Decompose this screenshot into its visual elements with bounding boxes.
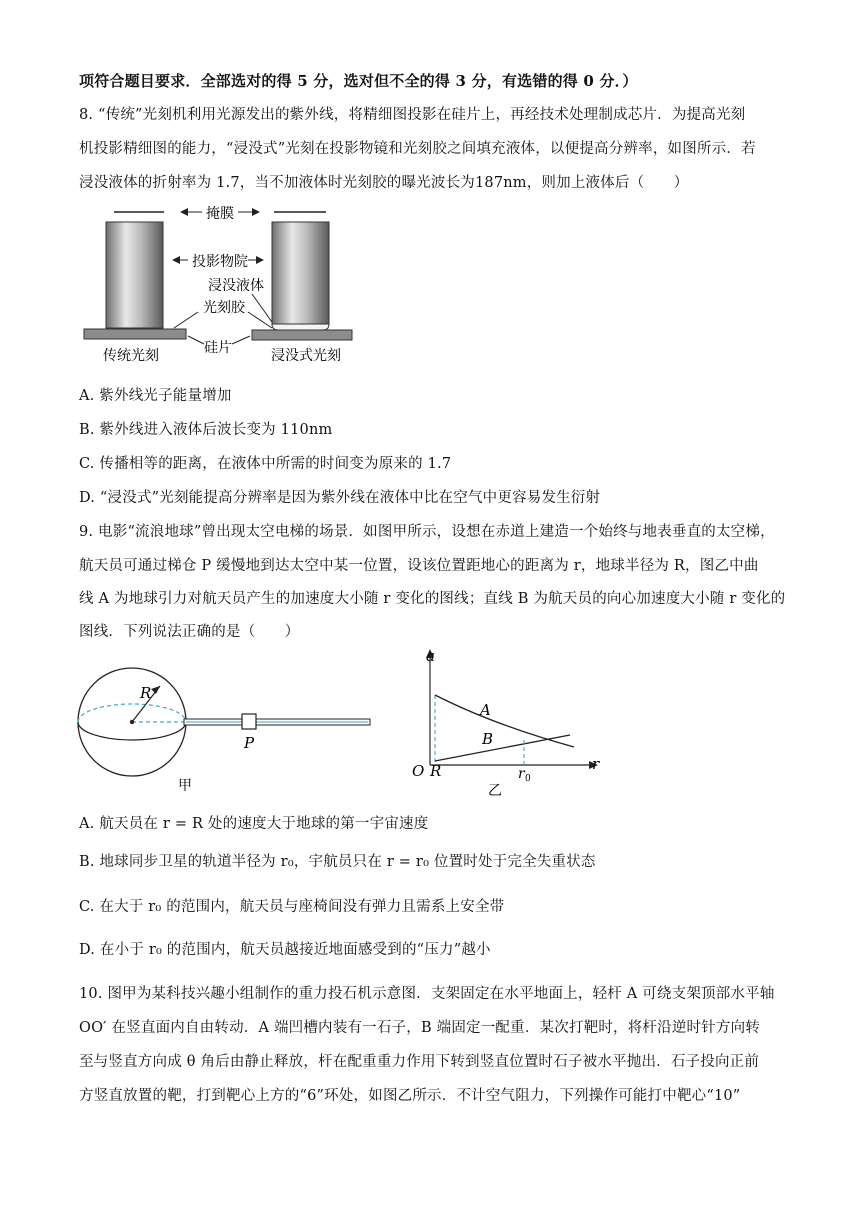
q8-lithography-figure — [76, 200, 366, 370]
q8-stem-line-1: 8. “传统”光刻机利用光源发出的紫外线，将精细图投影在硅片上，再经技术处理制成芯片．为提高光刻 — [79, 107, 746, 123]
label-R-tick: R — [430, 762, 442, 780]
q10-stem-line-4: 方竖直放置的靶，打到靶心上方的“6”环处，如图乙所示．不计空气阻力，下列操作可能打中靶心“10” — [79, 1088, 741, 1104]
cabin-P — [242, 714, 256, 729]
label-mask: 掩膜 — [206, 206, 234, 222]
q8-stem-line-2: 机投影精细图的能力，“浸没式”光刻在投影物镜和光刻胶之间填充液体，以便提高分辨率，如图所示．若 — [79, 141, 756, 157]
q9-option-b: B. 地球同步卫星的轨道半径为 r₀，宇航员只在 r = r₀ 位置时处于完全失重状态 — [79, 854, 596, 870]
wafer-right — [252, 330, 352, 340]
q10-stem-line-3: 至与竖直方向成 θ 角后由静止释放，杆在配重重力作用下转到竖直位置时石子被水平抛出．石子投向正前 — [79, 1054, 760, 1070]
caption-jia: 甲 — [178, 778, 192, 794]
q10-stem-line-1: 10. 图甲为某科技兴趣小组制作的重力投石机示意图．支架固定在水平地面上，轻杆 A 可绕支架顶部水平轴 — [79, 986, 775, 1002]
wafer-left — [84, 329, 186, 339]
q9-figure-jia — [74, 660, 374, 800]
label-r0-sub: 0 — [525, 774, 531, 784]
section-instruction: 项符合题目要求．全部选对的得 5 分，选对但不全的得 3 分，有选错的得 0 分．） — [79, 72, 638, 90]
label-P: P — [244, 734, 255, 752]
label-lens: 投影物院 — [192, 254, 248, 270]
q9-stem-line-2: 航天员可通过梯仓 P 缓慢地到达太空中某一位置，设该位置距地心的距离为 r，地球半径为 R，图乙中曲 — [79, 558, 759, 574]
caption-yi: 乙 — [488, 783, 502, 799]
q8-option-b: B. 紫外线进入液体后波长变为 110nm — [79, 422, 333, 438]
q8-option-d: D. “浸没式”光刻能提高分辨率是因为紫外线在液体中比在空气中更容易发生衍射 — [79, 490, 601, 506]
label-O: O — [412, 762, 425, 780]
q9-option-c: C. 在大于 r₀ 的范围内，航天员与座椅间没有弹力且需系上安全带 — [79, 899, 505, 915]
q9-option-d: D. 在小于 r₀ 的范围内，航天员越接近地面感受到的“压力”越小 — [79, 942, 491, 958]
lens-right — [272, 222, 329, 324]
q8-option-a: A. 紫外线光子能量增加 — [79, 388, 232, 404]
label-R: R — [140, 684, 152, 702]
caption-immersion: 浸没式光刻 — [271, 348, 341, 364]
equator-dashed — [78, 704, 186, 722]
line-B — [435, 735, 570, 761]
label-line-B: B — [482, 730, 494, 748]
caption-traditional: 传统光刻 — [103, 348, 159, 364]
label-liquid: 浸没液体 — [208, 278, 264, 294]
label-a: a — [426, 647, 435, 665]
q9-option-a: A. 航天员在 r = R 处的速度大于地球的第一宇宙速度 — [79, 816, 429, 832]
label-resist: 光刻胶 — [203, 300, 245, 316]
q10-stem-line-2: OO′ 在竖直面内自由转动．A 端凹槽内装有一石子，B 端固定一配重．某次打靶时，将杆沿逆时针方向转 — [79, 1020, 761, 1036]
q9-stem-line-1: 9. 电影“流浪地球”曾出现太空电梯的场景．如图甲所示，设想在赤道上建造一个始终与地表垂直的太空梯， — [79, 524, 775, 540]
q8-option-c: C. 传播相等的距离，在液体中所需的时间变为原来的 1.7 — [79, 456, 452, 472]
label-r-axis: r — [592, 755, 600, 773]
q8-stem-line-3: 浸没液体的折射率为 1.7，当不加液体时光刻胶的曝光波长为187nm，则加上液体后（ ） — [79, 175, 689, 191]
label-r0: r — [518, 766, 525, 782]
lens-left — [106, 222, 163, 328]
label-curve-A: A — [480, 701, 491, 719]
immersion-liquid — [272, 324, 329, 330]
q9-figure-yi — [404, 645, 614, 800]
curve-A — [435, 695, 574, 747]
label-wafer: 硅片 — [204, 340, 232, 356]
q9-stem-line-4: 图线．下列说法正确的是（ ） — [79, 624, 300, 640]
q9-stem-line-3: 线 A 为地球引力对航天员产生的加速度大小随 r 变化的图线；直线 B 为航天员的向心加速度大小随 r 变化的 — [79, 591, 786, 607]
